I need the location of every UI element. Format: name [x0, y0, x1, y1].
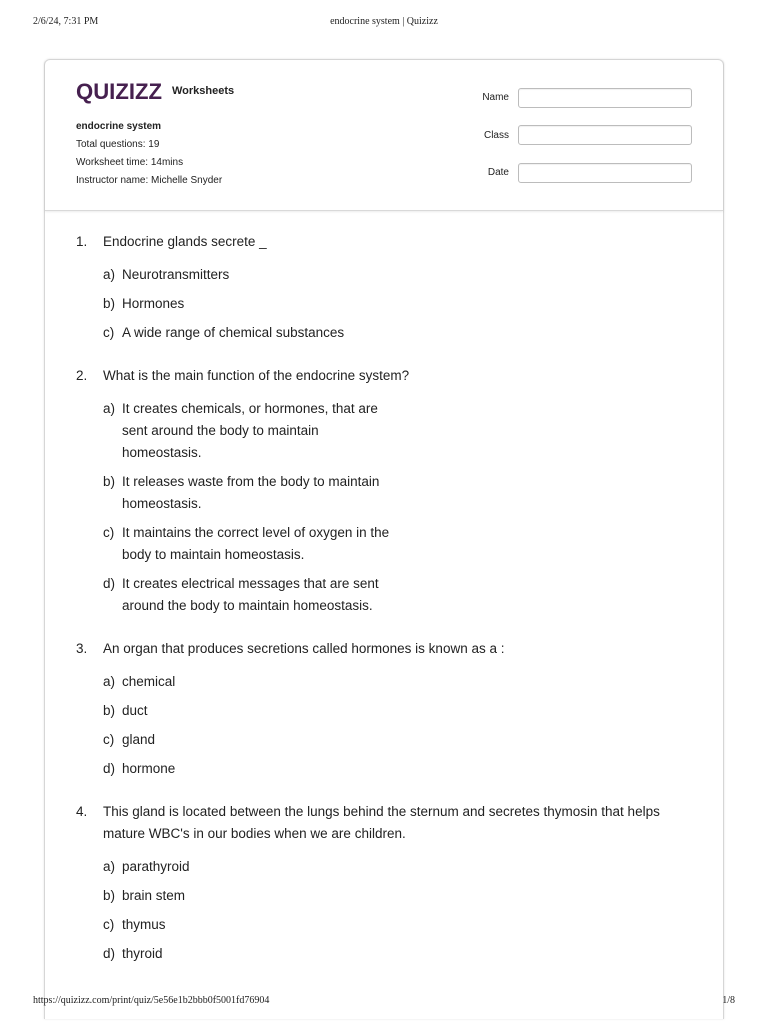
question	[76, 638, 686, 787]
answer-options	[103, 398, 686, 624]
option-text: thymus	[122, 917, 166, 932]
worksheets-label: Worksheets	[172, 85, 235, 97]
option-text: parathyroid	[122, 859, 190, 874]
answer-option	[103, 573, 402, 617]
answer-option	[103, 398, 402, 464]
question-number: 4.	[76, 804, 88, 819]
question-text: Endocrine glands secrete _	[103, 234, 267, 249]
name-row	[469, 86, 692, 109]
print-page-title: endocrine system | Quizizz	[330, 16, 438, 27]
option-letter: b)	[103, 703, 116, 718]
question-number: 3.	[76, 641, 88, 656]
date-label: Date	[487, 167, 509, 178]
option-text: chemical	[122, 674, 176, 689]
class-field[interactable]	[518, 125, 692, 145]
question-text: What is the main function of the endocrine system?	[103, 368, 410, 383]
answer-option	[103, 293, 402, 315]
question	[76, 365, 686, 624]
option-text: Hormones	[122, 296, 185, 311]
option-letter: c)	[103, 325, 115, 340]
worksheet-header	[45, 60, 723, 211]
print-url: https://quizizz.com/print/quiz/5e56e1b2bbb0f5001fd76904	[33, 995, 270, 1006]
option-text: It maintains the correct level of oxygen in the body to maintain homeostasis.	[122, 525, 390, 562]
worksheet-title: endocrine system	[76, 121, 162, 132]
option-text: Neurotransmitters	[122, 267, 230, 282]
name-label: Name	[482, 92, 509, 103]
option-text: It creates chemicals, or hormones, that are sent around the body to maintain homeostasis.	[122, 401, 378, 460]
option-letter: d)	[103, 946, 116, 961]
option-letter: b)	[103, 888, 116, 903]
answer-option	[103, 471, 402, 515]
option-letter: b)	[103, 474, 116, 489]
name-field[interactable]	[518, 88, 692, 108]
option-letter: c)	[103, 732, 115, 747]
quizizz-logo	[76, 79, 164, 105]
worksheet-meta	[76, 118, 222, 190]
option-text: duct	[122, 703, 148, 718]
option-letter: a)	[103, 267, 116, 282]
answer-option	[103, 943, 402, 965]
question-text: This gland is located between the lungs behind the sternum and secretes thymosin that helps mature WBC's in our bodies when we are children.	[103, 804, 660, 841]
option-letter: a)	[103, 401, 116, 416]
question-list	[76, 231, 686, 986]
class-label: Class	[483, 129, 509, 141]
answer-option	[103, 522, 402, 566]
brand	[76, 79, 234, 105]
option-text: A wide range of chemical substances	[122, 325, 345, 340]
answer-option	[103, 322, 402, 344]
answer-option	[103, 264, 402, 286]
option-letter: c)	[103, 917, 115, 932]
answer-option	[103, 700, 402, 722]
option-text: It creates electrical messages that are sent around the body to maintain homeostasis.	[122, 576, 379, 613]
question	[76, 231, 686, 351]
logo-text: QUIZIZZ	[76, 79, 162, 104]
worksheet-sheet	[44, 59, 724, 1019]
answer-option	[103, 914, 402, 936]
option-text: thyroid	[122, 946, 163, 961]
instructor-name: Instructor name: Michelle Snyder	[76, 175, 223, 186]
answer-option	[103, 671, 402, 693]
date-row	[469, 161, 692, 184]
option-text: It releases waste from the body to maintain homeostasis.	[122, 474, 380, 511]
answer-option	[103, 885, 402, 907]
answer-option	[103, 856, 402, 878]
print-page-number: 1/8	[722, 995, 735, 1006]
answer-options	[103, 264, 686, 351]
answer-options	[103, 671, 686, 787]
question-text: An organ that produces secretions called hormones is known as a :	[103, 641, 505, 656]
option-letter: d)	[103, 576, 116, 591]
option-letter: a)	[103, 674, 116, 689]
option-text: hormone	[122, 761, 176, 776]
question	[76, 801, 686, 972]
option-text: brain stem	[122, 888, 186, 903]
option-letter: d)	[103, 761, 116, 776]
date-field[interactable]	[518, 163, 692, 183]
option-letter: a)	[103, 859, 116, 874]
option-text: gland	[122, 732, 156, 747]
answer-option	[103, 758, 402, 780]
worksheet-time: Worksheet time: 14mins	[76, 157, 184, 168]
option-letter: c)	[103, 525, 115, 540]
student-fields	[469, 86, 692, 199]
class-row	[469, 124, 692, 147]
question-number: 1.	[76, 234, 88, 249]
answer-option	[103, 729, 402, 751]
option-letter: b)	[103, 296, 116, 311]
print-datetime: 2/6/24, 7:31 PM	[33, 16, 99, 27]
total-questions: Total questions: 19	[76, 139, 160, 150]
question-number: 2.	[76, 368, 88, 383]
answer-options	[103, 856, 686, 972]
